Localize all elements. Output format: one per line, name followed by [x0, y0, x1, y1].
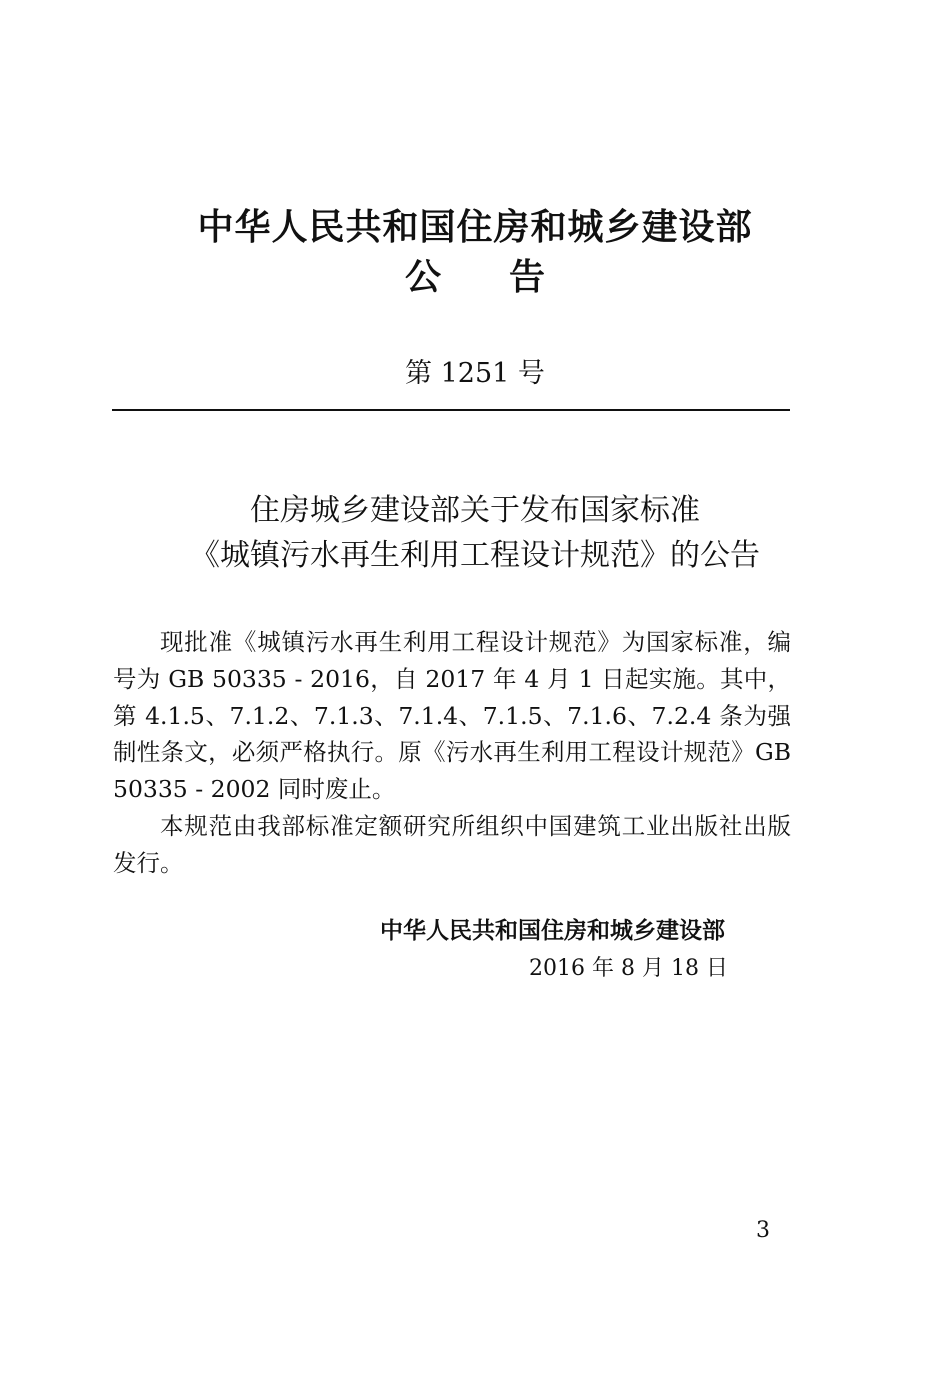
body-paragraph-2: 本规范由我部标准定额研究所组织中国建筑工业出版社出版发行。	[113, 811, 791, 877]
subject-line-1: 住房城乡建设部关于发布国家标准	[250, 493, 700, 528]
page-number: 3	[756, 1218, 770, 1243]
signature-issuer: 中华人民共和国住房和城乡建设部	[380, 918, 725, 944]
body-text	[113, 624, 791, 882]
notice-title: 公告	[404, 257, 613, 298]
notice-number: 第 1251 号	[405, 358, 545, 389]
issuer-heading: 中华人民共和国住房和城乡建设部	[197, 207, 753, 248]
body-paragraph-1: 现批准《城镇污水再生利用工程设计规范》为国家标准，编号为 GB 50335 - 2016，自 2017 年 4 月 1 日起实施。其中，第 4.1.5、7.1.2、7.1.3、7.1.4、7.1.5、7.1.6、7.2.4 条为强制性条文，必须严格执行。原《污水再生利用工程设计规范》GB 50335 - 2002 同时废止。	[113, 628, 791, 804]
signature-date: 2016 年 8 月 18 日	[529, 956, 728, 981]
subject-line-2: 《城镇污水再生利用工程设计规范》的公告	[190, 538, 760, 573]
header-divider	[112, 409, 790, 411]
